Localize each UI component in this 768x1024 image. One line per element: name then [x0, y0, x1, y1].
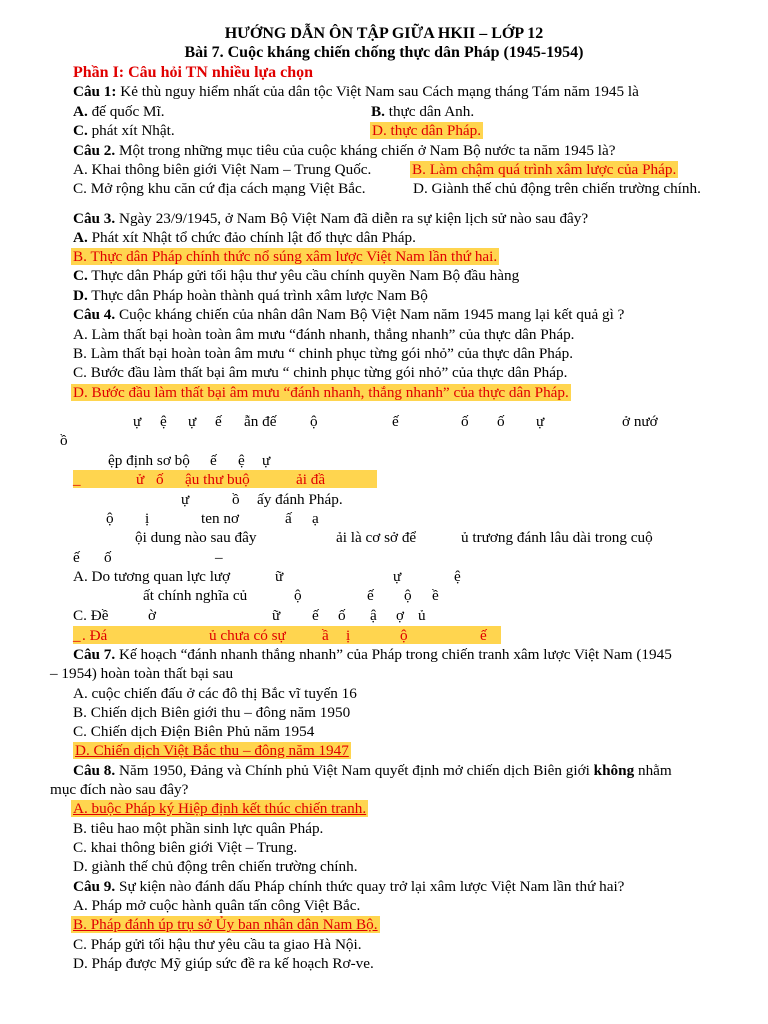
option-b: B. Chiến dịch Biên giới thu – đông năm 1950: [73, 704, 351, 721]
option-c: C. khai thông biên giới Việt – Trung.: [73, 839, 298, 856]
option-c: C. phát xít Nhật.: [73, 122, 175, 139]
option-a: A. Phát xít Nhật tổ chức đảo chính lật đổ thực dân Pháp.: [73, 229, 416, 246]
question-8-cont: mục đích nào sau đây?: [50, 781, 189, 798]
option-b-correct: B. Làm chậm quá trình xâm lược của Pháp.: [412, 161, 677, 178]
lesson-title: Bài 7. Cuộc kháng chiến chống thực dân Pháp (1945-1954): [184, 44, 584, 61]
question-8: Câu 8. Năm 1950, Đảng và Chính phủ Việt Nam quyết định mở chiến dịch Biên giới không nhằm: [73, 762, 672, 779]
option-d: D. Thực dân Pháp hoàn thành quá trình xâm lược Nam Bộ: [73, 287, 428, 304]
option-c: C. Chiến dịch Điện Biên Phủ năm 1954: [73, 723, 315, 740]
option-c: C. Thực dân Pháp gửi tối hậu thư yêu cầu chính quyền Nam Bộ đầu hàng: [73, 267, 520, 284]
option-a-correct: A. buộc Pháp ký Hiệp định kết thúc chiến tranh.: [73, 800, 367, 817]
option-d-correct: D. thực dân Pháp.: [372, 122, 482, 139]
option-d: D. giành thế chủ động trên chiến trường chính.: [73, 858, 358, 875]
question-3: Câu 3. Ngày 23/9/1945, ở Nam Bộ Việt Nam đã diễn ra sự kiện lịch sử nào sau đây?: [73, 210, 589, 227]
question-1: [73, 82, 639, 101]
question-2: Câu 2. Một trong những mục tiêu của cuộc kháng chiến ở Nam Bộ nước ta năm 1945 là?: [73, 142, 616, 159]
option-c: C. Mở rộng khu căn cứ địa cách mạng Việt Bắc.: [73, 180, 366, 197]
option-b: B. Làm thất bại hoàn toàn âm mưu “ chinh phục từng gói nhỏ” của thực dân Pháp.: [73, 345, 574, 362]
option-a: A. Pháp mở cuộc hành quân tấn công Việt Bắc.: [73, 897, 361, 914]
option-b-correct: B. Thực dân Pháp chính thức nổ súng xâm lược Việt Nam lần thứ hai.: [73, 248, 498, 265]
option-d-correct: D. Chiến dịch Việt Bắc thu – đông năm 1947: [75, 742, 349, 759]
document-page: HƯỚNG DẪN ÔN TẬP GIỮA HKII – LỚP 12 Bài 7. Cuộc kháng chiến chống thực dân Pháp (1945-1954) Phần I: Câu hỏi TN nhiều lựa chọn Câu 1: Kẻ thù nguy hiểm nhất của dân tộc Việt Nam sau Cách mạng tháng Tám năm 1945 là A. đế quốc Mĩ. B. thực dân Anh. C. phát xít Nhật. D. thực dân Pháp. Câu 2. Một trong những mục tiêu của cuộc kháng chiến ở Nam Bộ nước ta năm 1945 là? A. Khai thông biên giới Việt Nam – Trung Quốc. B. Làm chậm quá trình xâm lược của Pháp. C. Mở rộng khu căn cứ địa cách mạng Việt Bắc. D. Giành thế chủ động trên chiến trường chính. Câu 3. Ngày 23/9/1945, ở Nam Bộ Việt Nam đã diễn ra sự kiện lịch sử nào sau đây? A. Phát xít Nhật tổ chức đảo chính lật đổ thực dân Pháp. B. Thực dân Pháp chính thức nổ súng xâm lược Việt Nam lần thứ hai. C. Thực dân Pháp gửi tối hậu thư yêu cầu chính quyền Nam Bộ đầu hàng D. Thực dân Pháp hoàn thành quá trình xâm lược Nam Bộ Câu 4. Cuộc kháng chiến của nhân dân Nam Bộ Việt Nam năm 1945 mang lại kết quả gì ? A. Làm thất bại hoàn toàn âm mưu “đánh nhanh, thắng nhanh” của thực dân Pháp. B. Làm thất bại hoàn toàn âm mưu “ chinh phục từng gói nhỏ” của thực dân Pháp. C. Bước đầu làm thất bại âm mưu “ chinh phục từng gói nhỏ” của thực dân Pháp. D. Bước đầu làm thất bại âm mưu “đánh nhanh, thắng nhanh” của thực dân Pháp. ự ệ ự ế ẫn đế ộ ế ố ố ự ở nướ ồ ệp định sơ bộ ế ệ ự _ ử ố ậu thư buộ ải đầ ự ồ ấy đánh Pháp. ộ ị ten nơ ấ ạ ội dung nào sau đây ải là cơ sở để ủ trương đánh lâu dài trong cuộ ế ố – A. Do tương quan lực lượ ữ ự ệ ất chính nghĩa củ ộ ế ộ ề C. Đề ờ ữ ế ố ậ ợ ủ _ . Đá ủ chưa có sự ầ ị ộ ế Câu 7. Kế hoạch “đánh nhanh thắng nhanh” của Pháp trong chiến tranh xâm lược Việt Nam (1945 – 1954) hoàn toàn thất bại sau A. cuộc chiến đấu ở các đô thị Bắc vĩ tuyến 16 B. Chiến dịch Biên giới thu – đông năm 1950 C. Chiến dịch Điện Biên Phủ năm 1954 D. Chiến dịch Việt Bắc thu – đông năm 1947 Câu 8. Năm 1950, Đảng và Chính phủ Việt Nam quyết định mở chiến dịch Biên giới không nhằm mục đích nào sau đây? A. buộc Pháp ký Hiệp định kết thúc chiến tranh. B. tiêu hao một phần sinh lực quân Pháp. C. khai thông biên giới Việt – Trung. D. giành thế chủ động trên chiến trường chính. Câu 9. Sự kiện nào đánh dấu Pháp chính thức quay trở lại xâm lược Việt Nam lần thứ hai? A. Pháp mở cuộc hành quân tấn công Việt Bắc. B. Pháp đánh úp trụ sở Ủy ban nhân dân Nam Bộ. C. Pháp gửi tối hậu thư yêu cầu ta giao Hà Nội. D. Pháp được Mỹ giúp sức đề ra kế hoạch Rơ-ve.: [0, 0, 768, 1024]
option-b: B. thực dân Anh.: [371, 103, 475, 120]
option-b: B. tiêu hao một phần sinh lực quân Pháp.: [73, 820, 324, 837]
question-number: Câu 1:: [73, 83, 117, 100]
option-a: A. cuộc chiến đấu ở các đô thị Bắc vĩ tuyến 16: [73, 685, 357, 702]
option-d: D. Giành thế chủ động trên chiến trường chính.: [413, 180, 701, 197]
question-text: Kẻ thù nguy hiểm nhất của dân tộc Việt Nam sau Cách mạng tháng Tám năm 1945 là: [116, 83, 639, 100]
option-a: A. Làm thất bại hoàn toàn âm mưu “đánh nhanh, thắng nhanh” của thực dân Pháp.: [73, 326, 575, 343]
question-7-cont: – 1954) hoàn toàn thất bại sau: [50, 665, 234, 682]
option-a: A. Khai thông biên giới Việt Nam – Trung Quốc.: [73, 161, 372, 178]
document-title: HƯỚNG DẪN ÔN TẬP GIỮA HKII – LỚP 12: [224, 25, 544, 42]
option-c: C. Pháp gửi tối hậu thư yêu cầu ta giao Hà Nội.: [73, 936, 362, 953]
answer-highlight-bar: [73, 626, 501, 644]
question-4: Câu 4. Cuộc kháng chiến của nhân dân Nam Bộ Việt Nam năm 1945 mang lại kết quả gì ?: [73, 306, 625, 323]
option-c: C. Bước đầu làm thất bại âm mưu “ chinh phục từng gói nhỏ” của thực dân Pháp.: [73, 364, 568, 381]
question-9: Câu 9. Sự kiện nào đánh dấu Pháp chính thức quay trở lại xâm lược Việt Nam lần thứ hai?: [73, 878, 625, 895]
part-heading: Phần I: Câu hỏi TN nhiều lựa chọn: [73, 64, 314, 81]
question-7: Câu 7. Kế hoạch “đánh nhanh thắng nhanh” của Pháp trong chiến tranh xâm lược Việt Nam (1945: [73, 646, 672, 663]
option-d: D. Pháp được Mỹ giúp sức đề ra kế hoạch Rơ-ve.: [73, 955, 374, 972]
option-a: A. đế quốc Mĩ.: [73, 103, 165, 120]
option-d-correct: D. Bước đầu làm thất bại âm mưu “đánh nhanh, thắng nhanh” của thực dân Pháp.: [73, 384, 569, 401]
option-b-correct: B. Pháp đánh úp trụ sở Ủy ban nhân dân Nam Bộ.: [73, 916, 378, 933]
